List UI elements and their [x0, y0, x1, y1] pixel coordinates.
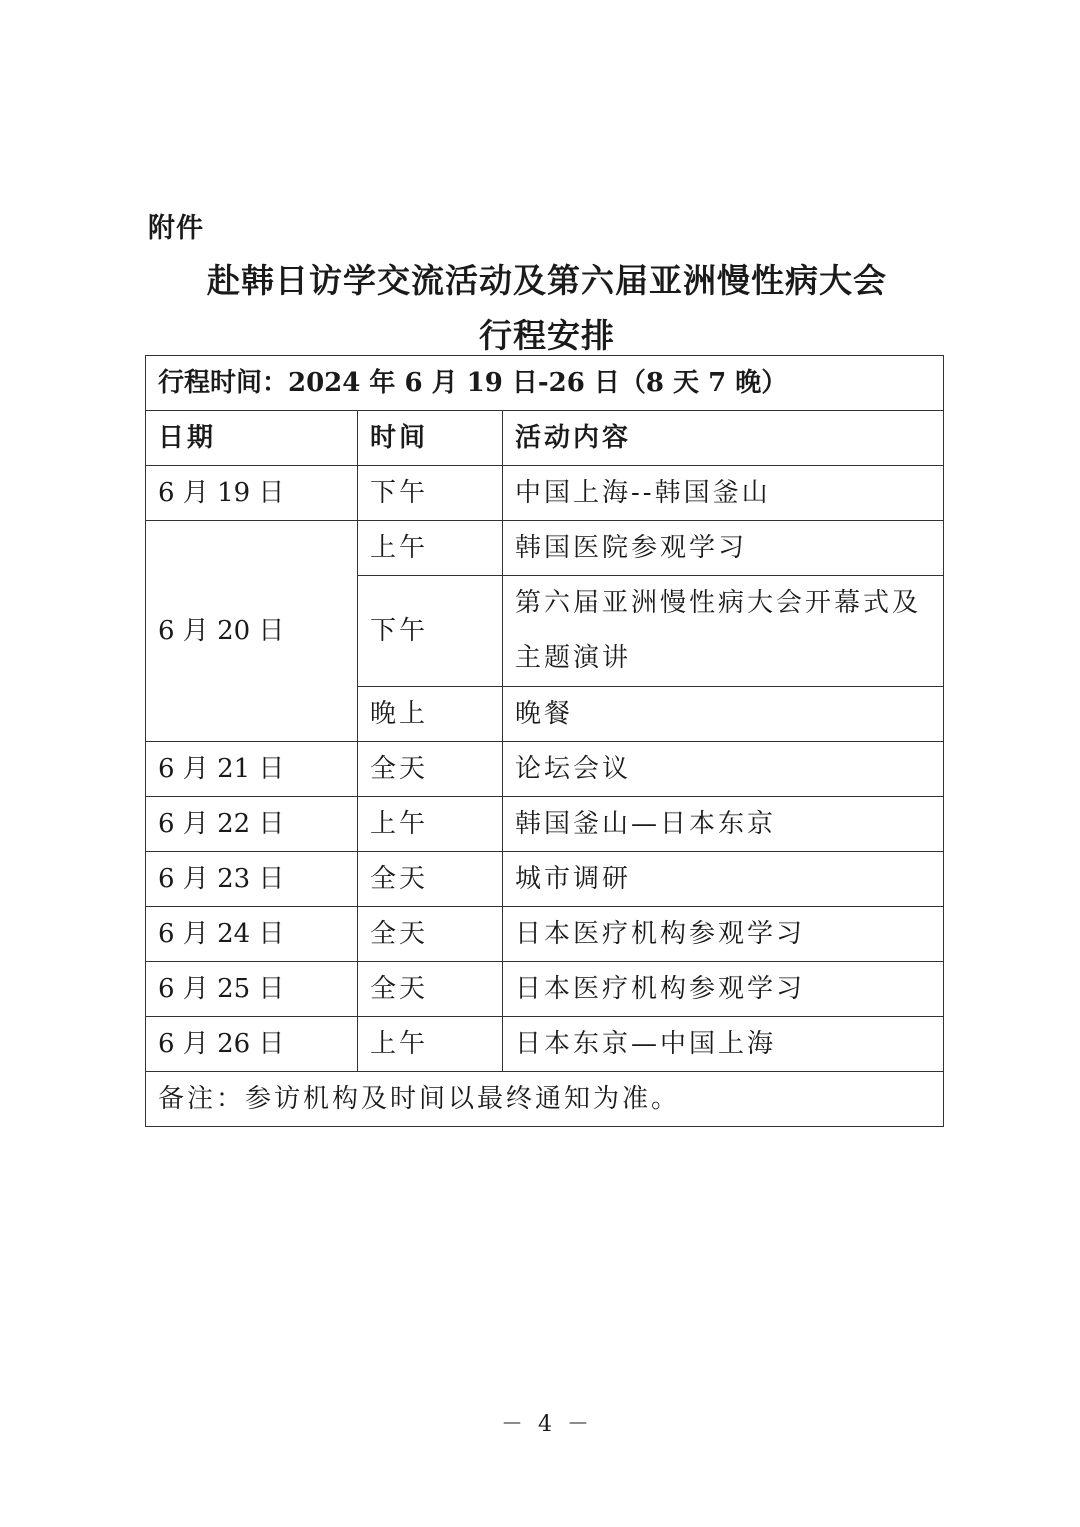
row-time: 全天: [358, 907, 503, 962]
row-date: 6 月 25 日: [146, 962, 358, 1017]
row-date: 6 月 24 日: [146, 907, 358, 962]
schedule-table: [145, 355, 944, 1127]
row-date: 6 月 20 日: [146, 521, 358, 742]
row-time: 全天: [358, 962, 503, 1017]
row-date: 6 月 23 日: [146, 852, 358, 907]
header-time: 时间: [358, 411, 503, 466]
row-time: 上午: [358, 797, 503, 852]
row-content: 晚餐: [503, 687, 944, 742]
row-content: 韩国釜山—日本东京: [503, 797, 944, 852]
row-content: 中国上海--韩国釜山: [503, 466, 944, 521]
row-date: 6 月 19 日: [146, 466, 358, 521]
row-content: 城市调研: [503, 852, 944, 907]
table-row: [146, 852, 944, 907]
header-content: 活动内容: [503, 411, 944, 466]
row-content: 论坛会议: [503, 742, 944, 797]
row-time: 上午: [358, 1017, 503, 1072]
table-header-row: [146, 411, 944, 466]
table-note: 备注：参访机构及时间以最终通知为准。: [146, 1072, 944, 1127]
table-row: [146, 797, 944, 852]
row-content: 日本东京—中国上海: [503, 1017, 944, 1072]
table-row: [146, 907, 944, 962]
row-content: 日本医疗机构参观学习: [503, 962, 944, 1017]
table-row: [146, 962, 944, 1017]
table-row: [146, 742, 944, 797]
trip-time: 行程时间：2024 年 6 月 19 日-26 日（8 天 7 晚）: [146, 356, 944, 411]
row-content: 日本医疗机构参观学习: [503, 907, 944, 962]
row-time: 晚上: [358, 687, 503, 742]
attachment-label: 附件: [148, 213, 204, 244]
row-date: 6 月 21 日: [146, 742, 358, 797]
table-row: [146, 521, 944, 576]
row-time: 上午: [358, 521, 503, 576]
row-time: 全天: [358, 852, 503, 907]
row-date: 6 月 26 日: [146, 1017, 358, 1072]
document-subtitle: 行程安排: [479, 316, 615, 355]
row-time: 全天: [358, 742, 503, 797]
trip-time-row: [146, 356, 944, 411]
row-date: 6 月 22 日: [146, 797, 358, 852]
document-title: 赴韩日访学交流活动及第六届亚洲慢性病大会: [207, 261, 887, 300]
row-time: 下午: [358, 576, 503, 687]
page-number: － 4 －: [501, 1412, 593, 1437]
table-row: [146, 1017, 944, 1072]
header-date: 日期: [146, 411, 358, 466]
table-row: [146, 466, 944, 521]
note-row: [146, 1072, 944, 1127]
row-content: 第六届亚洲慢性病大会开幕式及主题演讲: [503, 576, 944, 687]
row-content: 韩国医院参观学习: [503, 521, 944, 576]
row-time: 下午: [358, 466, 503, 521]
